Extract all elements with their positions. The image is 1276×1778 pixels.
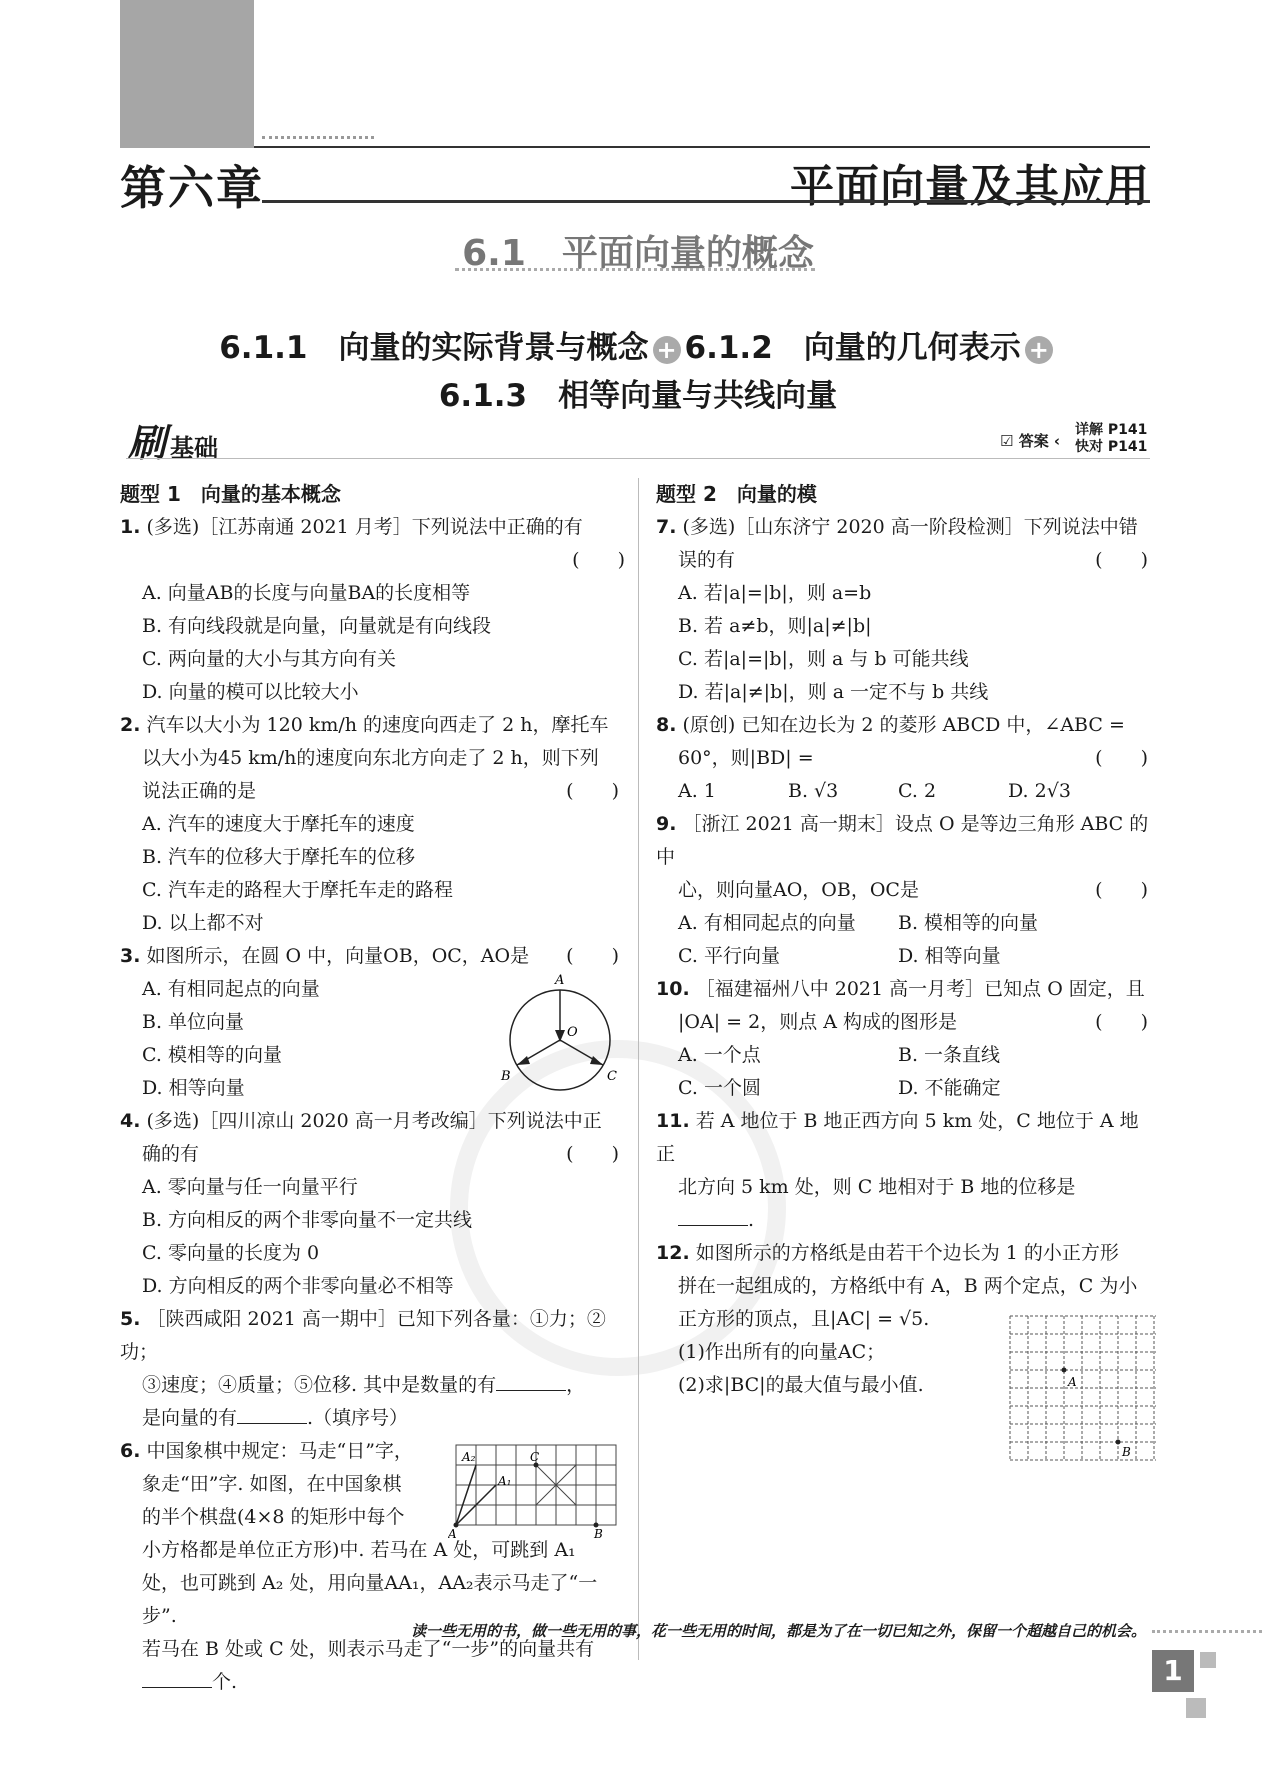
question-5: 5. ［陕西咸阳 2021 高一期中］已知下列各量：①力；②功； ③速度；④质量；⑤位移. 其中是数量的有 ， 是向量的有 .（填序号） <box>120 1308 606 1429</box>
chapter-rule-top <box>254 146 1150 148</box>
blank-line[interactable] <box>496 1370 566 1391</box>
question-12: 12. 如图所示的方格纸是由若干个边长为 1 的小正方形 拼在一起组成的，方格纸中有 A，B 两个定点，C 为小 正方形的顶点，且|AC| = √5. (1)作出所有的向量AC； (2)求|BC|的最大值与最小值. <box>656 1242 1138 1396</box>
question-11: 11. 若 A 地位于 B 地正西方向 5 km 处，C 地位于 A 地正 北方向 5 km 处，则 C 地相对于 B 地的位移是 . <box>656 1110 1139 1231</box>
option-c: C. 若|a|=|b|，则 a 与 b 可能共线 <box>678 648 969 670</box>
option-a: A. 有相同起点的向量 <box>142 978 320 1000</box>
question-10: 10. ［福建福州八中 2021 高一月考］已知点 O 固定，且 |OA| = 2，则点 A 构成的图形是 ( ) A. 一个点 B. 一条直线 C. 一个圆 D. 不能确定 <box>656 973 1154 1105</box>
option-a: A. 若|a|=|b|，则 a=b <box>678 582 872 604</box>
option-b: B. 一条直线 <box>898 1044 1001 1066</box>
subsection-6-1-1: 6.1.1 向量的实际背景与概念 <box>219 330 649 366</box>
option-c: C. 零向量的长度为 0 <box>142 1242 320 1264</box>
svg-text:A₂: A₂ <box>462 1450 476 1464</box>
section-rule <box>126 458 1150 459</box>
checkbox-icon: ☑ <box>1000 432 1014 450</box>
answer-paren: ( ) <box>566 945 619 967</box>
answer-paren: ( ) <box>572 549 625 571</box>
page-number: 1 <box>1152 1650 1194 1692</box>
question-type-heading: 题型 1 向量的基本概念 <box>120 482 341 506</box>
option-c: C. 汽车走的路程大于摩托车走的路程 <box>142 879 453 901</box>
option-c: C. 平行向量 <box>678 945 780 967</box>
question-4: 4. (多选)［四川凉山 2020 高一月考改编］下列说法中正 确的有 ( ) A. 零向量与任一向量平行 B. 方向相反的两个非零向量不一定共线 C. 零向量的长度为 0 D. 方向相反的两个非零向量必不相等 <box>120 1105 625 1303</box>
answer-paren: ( ) <box>1095 747 1148 769</box>
option-d: D. 2√3 <box>1008 780 1071 802</box>
section-title: 6.1 平面向量的概念 <box>462 233 814 274</box>
svg-text:A: A <box>448 1527 457 1541</box>
option-b: B. 若 a≠b，则|a|≠|b| <box>678 615 872 637</box>
plus-icon: + <box>1025 336 1053 364</box>
blank-line[interactable] <box>678 1205 748 1226</box>
option-c: C. 2 <box>898 780 937 802</box>
decorative-square <box>1186 1698 1206 1718</box>
right-column <box>656 478 1154 1402</box>
option-d: D. 向量的模可以比较大小 <box>142 681 359 703</box>
option-a: A. 向量AB的长度与向量BA的长度相等 <box>142 582 471 604</box>
label-b: B <box>1122 1445 1131 1459</box>
question-9: 9. ［浙江 2021 高一期末］设点 O 是等边三角形 ABC 的中 心，则向量AO，OB，OC是 ( ) A. 有相同起点的向量 B. 模相等的向量 C. 平行向量 D. 相等向量 <box>656 808 1154 973</box>
subsection-6-1-3: 6.1.3 相等向量与共线向量 <box>438 378 838 414</box>
option-c: C. 一个圆 <box>678 1077 761 1099</box>
option-b: B. 单位向量 <box>142 1011 245 1033</box>
label-o: O <box>567 1025 578 1040</box>
label-a: A <box>555 973 565 988</box>
corner-gray-block <box>120 0 254 148</box>
section-underline-dots <box>455 268 815 271</box>
options-row <box>656 775 1154 808</box>
option-d: D. 相等向量 <box>898 945 1001 967</box>
footer-dots <box>1152 1630 1262 1633</box>
chapter-rule-bottom <box>262 200 1150 203</box>
subsection-6-1-2: 6.1.2 向量的几何表示 <box>684 330 1021 366</box>
option-a: A. 零向量与任一向量平行 <box>142 1176 358 1198</box>
answer-paren: ( ) <box>566 780 619 802</box>
plus-icon: + <box>653 336 681 364</box>
grid-paper-figure <box>1008 1314 1158 1462</box>
question-2: 2. 汽车以大小为 120 km/h 的速度向西走了 2 h，摩托车 以大小为45 km/h的速度向东北方向走了 2 h，则下列 说法正确的是 ( ) A. 汽车的速度大于摩托车的速度 B. 汽车的位移大于摩托车的位移 C. 汽车走的路程大于摩托车走的路程 D. 以上都不对 <box>120 709 625 940</box>
question-8: 8. (原创) 已知在边长为 2 的菱形 ABCD 中，∠ABC = 60°，则|BD| = ( ) A. 1 B. √3 C. 2 D. 2√3 <box>656 709 1154 808</box>
option-d: D. 以上都不对 <box>142 912 264 934</box>
option-b: B. 方向相反的两个非零向量不一定共线 <box>142 1209 473 1231</box>
brush-sublabel: 基础 <box>170 434 218 462</box>
chapter-label: 第六章 <box>120 161 264 215</box>
question-type-heading: 题型 2 向量的模 <box>656 482 817 506</box>
chessboard-figure <box>448 1437 628 1541</box>
chapter-title: 平面向量及其应用 <box>790 161 1150 212</box>
question-1: 1. (多选)［江苏南通 2021 月考］下列说法中正确的有 ( ) A. 向量AB的长度与向量BA的长度相等 B. 有向线段就是向量，向量就是有向线段 C. 两向量的大小与其方向有关 D. 向量的模可以比较大小 <box>120 511 625 709</box>
label-a: A <box>1068 1375 1077 1389</box>
answer-paren: ( ) <box>566 1143 619 1165</box>
subsection-title-line1 <box>0 322 1276 367</box>
label-c: C <box>607 1069 617 1084</box>
decorative-dots <box>262 136 374 139</box>
option-a: A. 一个点 <box>678 1044 761 1066</box>
svg-text:C: C <box>530 1450 540 1464</box>
svg-text:A₁: A₁ <box>498 1474 512 1488</box>
option-d: D. 不能确定 <box>898 1077 1001 1099</box>
option-b: B. 有向线段就是向量，向量就是有向线段 <box>142 615 492 637</box>
question-7: 7. (多选)［山东济宁 2020 高一阶段检测］下列说法中错 误的有 ( ) A. 若|a|=|b|，则 a=b B. 若 a≠b，则|a|≠|b| C. 若|a|=|b|，则 a 与 b 可能共线 D. 若|a|≠|b|，则 a 一定不与 b 共线 <box>656 511 1154 709</box>
blank-line[interactable] <box>142 1667 212 1688</box>
option-c: C. 两向量的大小与其方向有关 <box>142 648 396 670</box>
question-3: 3. 如图所示，在圆 O 中，向量OB，OC，AO是 ( ) A. 有相同起点的向量 B. 单位向量 C. 模相等的向量 D. 相等向量 A O B C <box>120 940 625 1105</box>
option-b: B. 汽车的位移大于摩托车的位移 <box>142 846 416 868</box>
circle-figure <box>495 968 625 1098</box>
option-a: A. 1 <box>678 780 716 802</box>
question-6: 6. 中国象棋中规定：马走“日”字， 象走“田”字. 如图，在中国象棋 的半个棋盘(4×8 的矩形中每个 小方格都是单位正方形)中. 若马在 A 处，可跳到 A₁ 处，也可跳到 A₂ 处，用向量AA₁，AA₂表示马走了“一步”. 若马在 B 处或 C 处，则表示马走了“一步”的向量共有 个. A A₁ A₂ C B <box>120 1435 625 1699</box>
option-d: D. 方向相反的两个非零向量必不相等 <box>142 1275 454 1297</box>
label-b: B <box>501 1069 511 1084</box>
answer-label: ☑ 答案 ‹ <box>1000 432 1061 450</box>
column-divider <box>638 478 639 1660</box>
option-d: D. 相等向量 <box>142 1077 245 1099</box>
option-d: D. 若|a|≠|b|，则 a 一定不与 b 共线 <box>678 681 989 703</box>
answer-paren: ( ) <box>1095 1011 1148 1033</box>
option-c: C. 模相等的向量 <box>142 1044 282 1066</box>
answer-paren: ( ) <box>1095 879 1148 901</box>
brush-label: 刷 <box>128 420 167 465</box>
option-b: B. √3 <box>788 780 839 802</box>
answer-reference: 详解 P141 快对 P141 <box>1075 422 1148 455</box>
footer-quote: 读一些无用的书，做一些无用的事，花一些无用的时间，都是为了在一切已知之外，保留一个超越自己的机会。 <box>410 1622 1146 1640</box>
decorative-square <box>1200 1652 1216 1668</box>
option-a: A. 有相同起点的向量 <box>678 912 856 934</box>
svg-text:B: B <box>594 1527 603 1541</box>
blank-line[interactable] <box>237 1403 307 1424</box>
left-column <box>120 478 625 1699</box>
option-b: B. 模相等的向量 <box>898 912 1039 934</box>
answer-paren: ( ) <box>1095 549 1148 571</box>
option-a: A. 汽车的速度大于摩托车的速度 <box>142 813 415 835</box>
